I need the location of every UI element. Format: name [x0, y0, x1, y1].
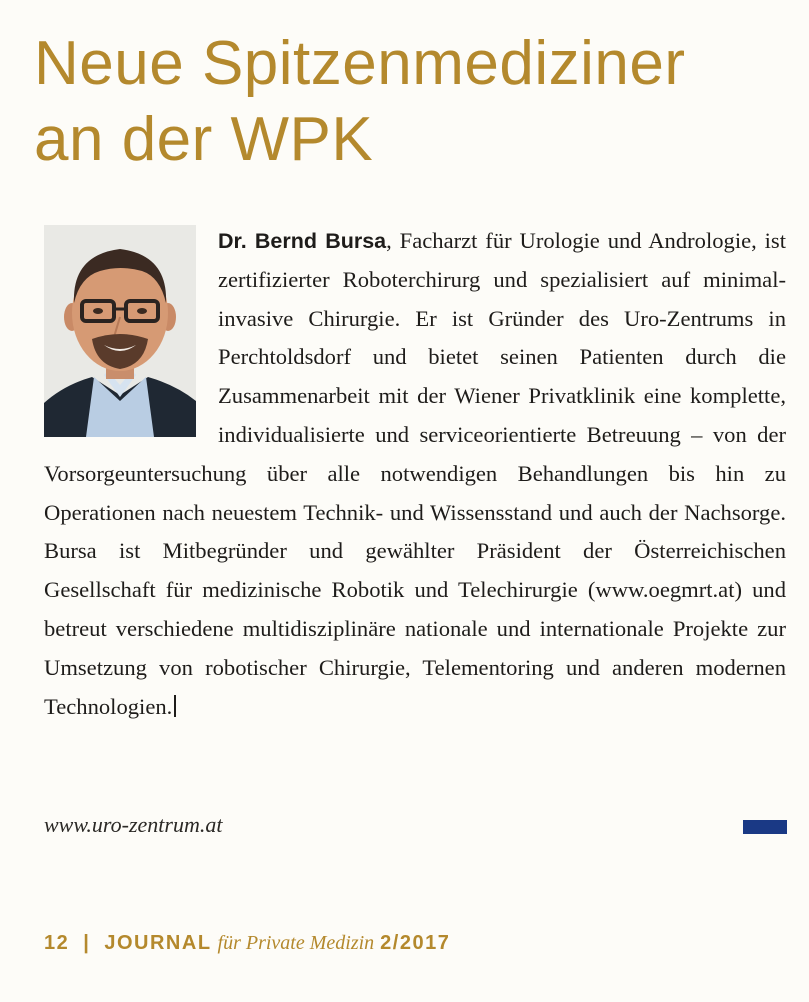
footer-separator: |: [83, 932, 91, 954]
article-body: [44, 222, 786, 726]
headline-line-1: Neue Spitzenmediziner: [34, 29, 686, 98]
journal-issue: 2/2017: [380, 932, 451, 954]
end-of-article-mark: [174, 695, 176, 717]
journal-subtitle: für Private Medizin: [217, 932, 375, 954]
journal-name: JOURNAL: [104, 932, 212, 954]
website-link[interactable]: www.uro-zentrum.at: [44, 812, 223, 837]
end-marker-bar: [743, 820, 787, 834]
page-footer: [44, 932, 450, 955]
photo-spacer: [44, 222, 218, 450]
page-number: 12: [44, 932, 70, 954]
headline-line-2: an der WPK: [34, 105, 374, 174]
headline: [34, 26, 804, 178]
article-text: , Facharzt für Urologie und Andrologie, ist zertifizierter Roboterchirurg und spezialisiert auf minimal-invasive Chirurgie. Er ist Gründer des Uro-Zentrums in Perchtoldsdorf und bietet seinen Patienten durch die Zusammenarbeit mit der Wiener Privatklinik eine komplette, individualisierte und serviceorientierte Betreuung – von der Vorsorgeuntersuchung über alle notwendigen Behandlungen bis hin zu Operationen nach neuestem Technik- und Wissensstand und auch der Nachsorge. Bursa ist Mitbegründer und gewählter Präsident der Österreichischen Gesellschaft für medizinische Robotik und Telechirurgie (www.oegmrt.at) und betreut verschiedene multidisziplinäre nationale und internationale Projekte zur Umsetzung von robotischer Chirurgie, Telementoring und anderen modernen Technologien.: [44, 228, 786, 719]
doctor-name: Dr. Bernd Bursa: [218, 229, 387, 253]
